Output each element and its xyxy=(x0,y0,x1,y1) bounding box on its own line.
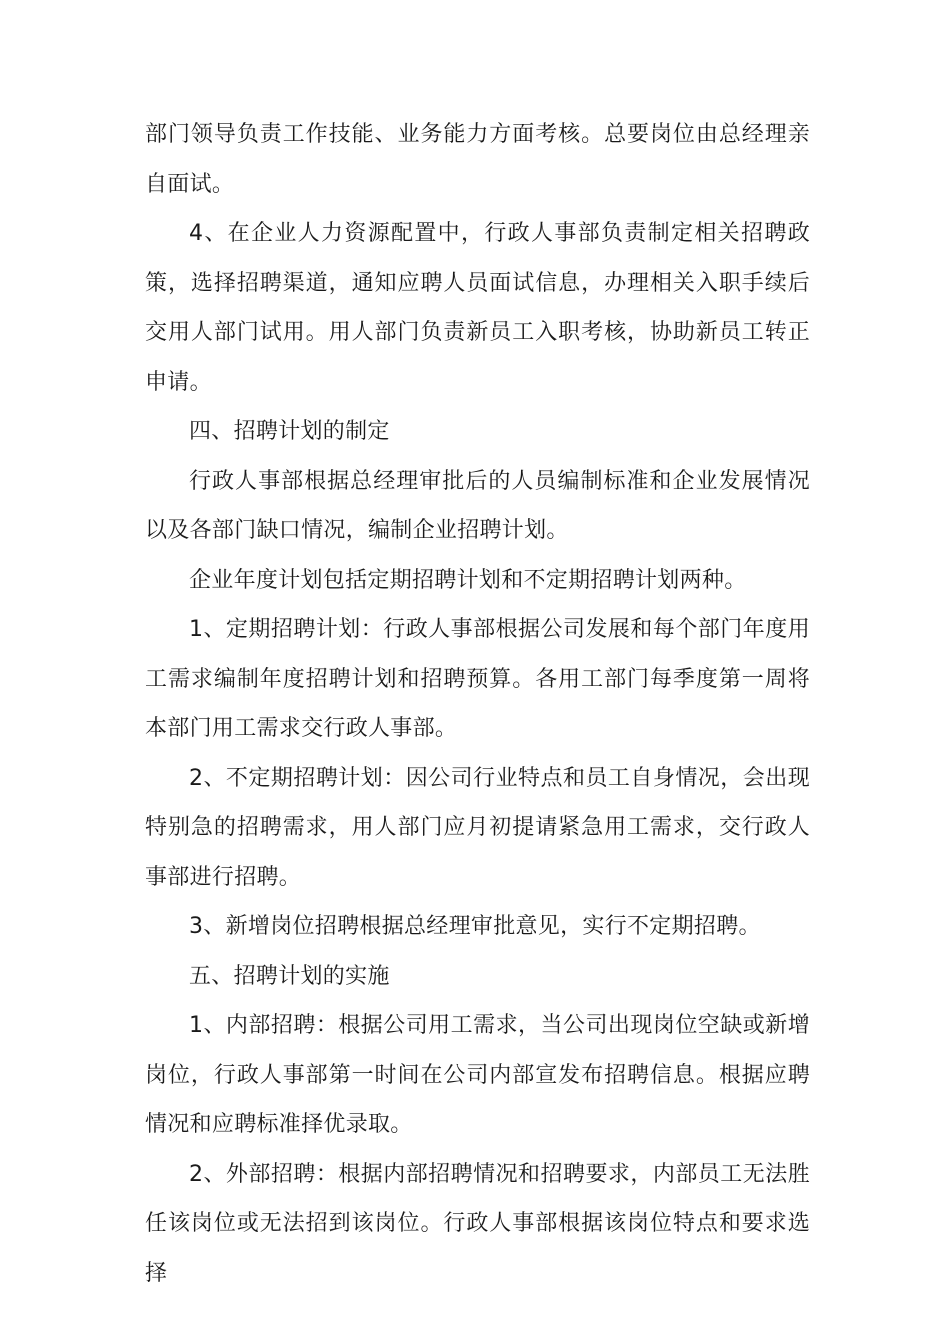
section-heading: 五、招聘计划的实施 xyxy=(189,963,390,989)
paragraph: 部门领导负责工作技能、业务能力方面考核。总要岗位由总经理亲自面试。 xyxy=(145,122,810,197)
document-body xyxy=(145,110,810,1298)
paragraph: 1、内部招聘：根据公司用工需求，当公司出现岗位空缺或新增岗位，行政人事部第一时间在公司内部宣发布招聘信息。根据应聘情况和应聘标准择优录取。 xyxy=(145,1013,810,1137)
section-heading: 四、招聘计划的制定 xyxy=(189,419,390,444)
paragraph: 4、在企业人力资源配置中，行政人事部负责制定相关招聘政策，选择招聘渠道，通知应聘人员面试信息，办理相关入职手续后交用人部门试用。用人部门负责新员工入职考核，协助新员工转正申请。 xyxy=(145,221,810,395)
paragraph: 2、外部招聘：根据内部招聘情况和招聘要求，内部员工无法胜任该岗位或无法招到该岗位。行政人事部根据该岗位特点和要求选择 xyxy=(145,1161,810,1286)
paragraph: 行政人事部根据总经理审批后的人员编制标准和企业发展情况以及各部门缺口情况，编制企业招聘计划。 xyxy=(145,468,810,543)
paragraph: 2、不定期招聘计划：因公司行业特点和员工自身情况，会出现特别急的招聘需求，用人部门应月初提请紧急用工需求，交行政人事部进行招聘。 xyxy=(145,765,810,890)
paragraph: 1、定期招聘计划：行政人事部根据公司发展和每个部门年度用工需求编制年度招聘计划和招聘预算。各用工部门每季度第一周将本部门用工需求交行政人事部。 xyxy=(145,617,810,741)
paragraph: 3、新增岗位招聘根据总经理审批意见，实行不定期招聘。 xyxy=(189,914,761,939)
paragraph: 企业年度计划包括定期招聘计划和不定期招聘计划两种。 xyxy=(189,567,747,593)
